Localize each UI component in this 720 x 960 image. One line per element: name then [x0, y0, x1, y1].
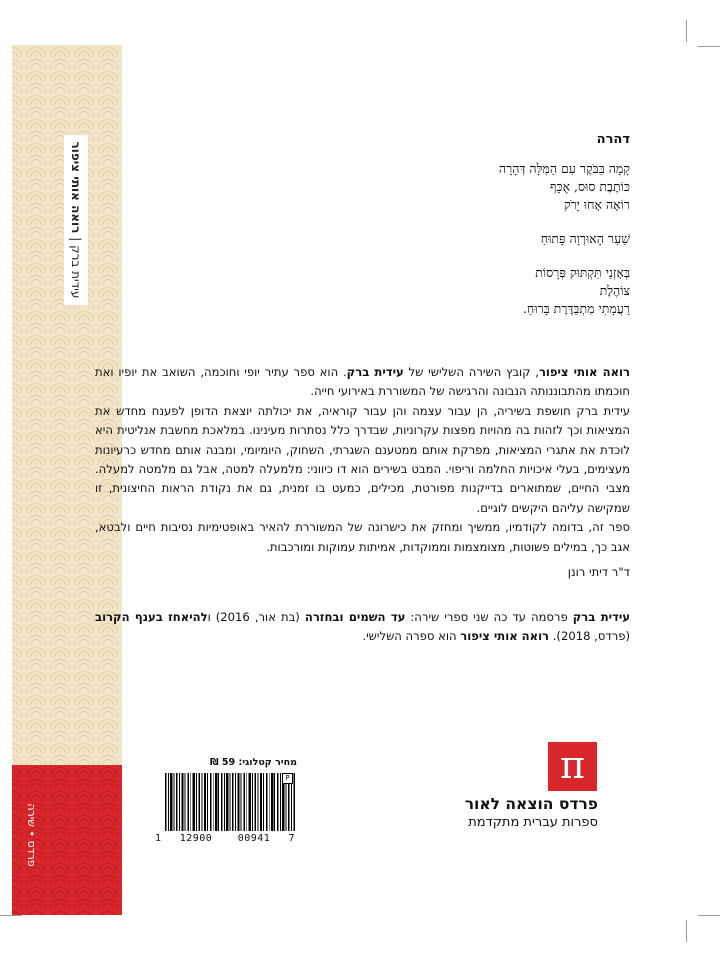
barcode-corner-mark: P — [282, 773, 293, 784]
bio-text: פרסמה עד כה שני ספרי שירה: — [405, 610, 573, 624]
barcode-bars — [165, 773, 295, 831]
bio-book-3: רואה אותי ציפור — [460, 629, 550, 644]
bio-text: הוא ספרה השלישי. — [362, 629, 461, 644]
publisher-logo-icon: π — [548, 742, 597, 791]
publisher-tagline: ספרות עברית מתקדמת — [468, 815, 598, 830]
blurb-paragraph: עידית ברק חושפת בשיריה, הן עבור עצמה והן עבור קוראיה, את יכולתה יוצאת הדופן לפענח מחדש את המציאות וכך לזהות בה מהויות מפצות עקרוניות, שבדרך כלל נסתרות מעינינו. במלאכת מחשבת אנליטית היא לוכדת את אתגרי המציאות, מפרקת אותם ממטענם השגרתי, השחוק, היומיומי, ומבנה אותם מחדש כרעיונות מעצימים, בעלי איכויות החלמה וריפוי. המבט בשירים הוא דו כיווני: מלמעלה למטה, אבל גם מלמטה למעלה. מצבי החיים, שמתוארים בדייקנות מפורטת, מכילים, כמעט בו זמנית, גם את נקודת הראות החיצונית, זו שמקישה עליהם היקשים לוגיים. — [95, 403, 630, 515]
poem-line: שַׁעַר הָאוּרְוָה פָּתוּחַ — [540, 231, 630, 246]
poem-line: קָמָה בַּבֹּקֶר עִם הַמִּלָּה דְּהָרָה — [498, 161, 630, 176]
poem-line: צוֹהֶלֶת — [599, 283, 630, 298]
barcode-digit: 7 — [288, 833, 295, 844]
poem-line: רוֹאָה אָחוּ יָרֹק — [563, 197, 630, 212]
spine-publisher-line: פרדס • שירה — [25, 803, 38, 867]
poem — [170, 160, 630, 334]
crop-mark — [698, 46, 720, 47]
poem-title: דהרה — [596, 132, 630, 147]
crop-mark — [698, 915, 720, 916]
spine-title — [64, 135, 88, 305]
barcode-digit-group: 12900 — [179, 833, 213, 844]
blurb-author: עידית ברק — [346, 365, 404, 379]
crop-mark — [686, 20, 687, 42]
poem-stanza — [170, 264, 630, 318]
spine-title-box — [64, 135, 88, 305]
poem-line: רַעֲמָתִי מִתְבַּדֶּרֶת בָּרוּחַ. — [522, 301, 630, 316]
bio-text: (בת אור, 2016) ו — [207, 610, 305, 624]
barcode-digits — [155, 833, 297, 844]
bio-paragraph — [95, 608, 630, 647]
spine-author: עידית ברק — [69, 245, 83, 299]
crop-mark — [686, 920, 687, 942]
poem-stanza — [170, 230, 630, 248]
catalog-price: מחיר קטלוגי: 59 ₪ — [210, 757, 297, 768]
barcode-block — [155, 757, 297, 845]
spine-red-band — [0, 765, 122, 915]
spine-publisher-box — [22, 785, 40, 885]
back-cover-blurb — [95, 363, 630, 582]
blurb-signature: ד"ר דיתי רונן — [567, 565, 630, 580]
bio-author: עידית ברק — [572, 610, 630, 624]
author-bio — [95, 608, 630, 647]
bio-book-2: להיאחז בענף הקרוב — [95, 610, 208, 624]
poem-line: בְּאָזְנַי תִּקְתּוּק פְּרָסוֹת — [535, 265, 630, 280]
blurb-text: , קובץ השירה השלישי של — [403, 365, 539, 379]
barcode-digit-group: 00941 — [237, 833, 271, 844]
bio-text: (פרדס, 2018). — [549, 629, 630, 644]
poem-stanza — [170, 160, 630, 214]
spine-separator: | — [69, 237, 83, 242]
blurb-text: . הוא ספר עתיר יופי וחוכמה, השואב את יופיו ואת חוכמתו מהתבוננותה הנבונה והרגישה של המשוררת באירועי חייה. — [95, 365, 630, 399]
crop-mark — [0, 915, 22, 916]
blurb-book-title: רואה אותי ציפור — [538, 365, 630, 379]
spine-edge — [0, 45, 12, 915]
spine-book-title: רואה אותי ציפור — [69, 141, 83, 234]
barcode-digit: 1 — [155, 833, 162, 844]
blurb-paragraph: ספר זה, בדומה לקודמיו, ממשיך ומחזק את כישרונה של המשוררת להאיר באופטימיות נסיבות חיים ולבטא, אגב כך, במילים פשוטות, מצומצמות וממוקדות, אמיתות עמוקות ומורכבות. — [95, 520, 630, 554]
publisher-name: פרדס הוצאה לאור — [464, 795, 598, 813]
poem-line: כּוֹתֶבֶת סוּס, אֻכָּף — [549, 179, 630, 194]
blurb-paragraph — [95, 363, 630, 402]
bio-book-1: עד השמים ובחזרה — [304, 610, 406, 624]
